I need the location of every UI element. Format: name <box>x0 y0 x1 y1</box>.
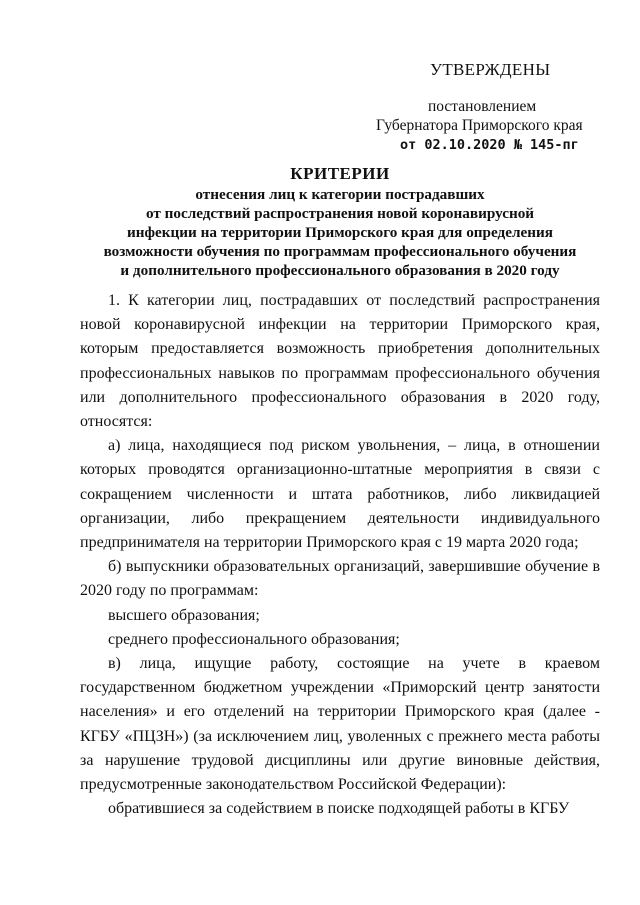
paragraph-b: б) выпускники образовательных организаций, завершившие обучение в 2020 году по программам: <box>80 558 600 600</box>
document-body <box>80 289 600 821</box>
document-subtitle-line-5: и дополнительного профессионального образования в 2020 году <box>120 262 560 279</box>
document-subtitle-line-1: отнесения лиц к категории пострадавших <box>195 186 485 203</box>
approval-line-date-number: от 02.10.2020 № 145-пг <box>400 137 579 153</box>
approval-line-decree: постановлением <box>428 98 537 115</box>
paragraph-applied: обратившиеся за содействием в поиске подходящей работы в КГБУ <box>108 800 570 818</box>
document-title: КРИТЕРИИ <box>290 164 390 183</box>
document-subtitle-line-3: инфекции на территории Приморского края для определения <box>127 224 553 241</box>
paragraph-secondary-education: среднего профессионального образования; <box>108 630 400 648</box>
paragraph-1: 1. К категории лиц, пострадавших от последствий распространения новой коронавирусной инфекции на территории Приморского края, которым предоставляется возможность приобретения дополнительных профессиональных навыков по программам профессионального обучения или дополнительного профессионального образования в 2020 году, относятся: <box>80 292 600 431</box>
paragraph-a: а) лица, находящиеся под риском увольнения, – лица, в отношении которых проводятся организационно-штатные мероприятия в связи с сокращением численности и штата работников, либо ликвидацией организации, либо прекращением деятельности индивидуального предпринимателя на территории Приморского края с 19 марта 2020 года; <box>80 437 600 552</box>
paragraph-c: в) лица, ищущие работу, состоящие на учете в краевом государственном бюджетном учреждении «Приморский центр занятости населения» и его отделений на территории Приморского края (далее - КГБУ «ПЦЗН») (за исключением лиц, уволенных с прежнего места работы за нарушение трудовой дисциплины или другие виновные действия, предусмотренные законодательством Российской Федерации): <box>80 655 600 794</box>
document-subtitle-line-2: от последствий распространения новой коронавирусной <box>145 205 535 222</box>
approval-line-governor: Губернатора Приморского края <box>376 117 583 134</box>
document-subtitle-line-4: возможности обучения по программам профессионального обучения <box>103 243 577 260</box>
paragraph-higher-education: высшего образования; <box>108 606 260 624</box>
approval-title: УТВЕРЖДЕНЫ <box>430 60 551 79</box>
